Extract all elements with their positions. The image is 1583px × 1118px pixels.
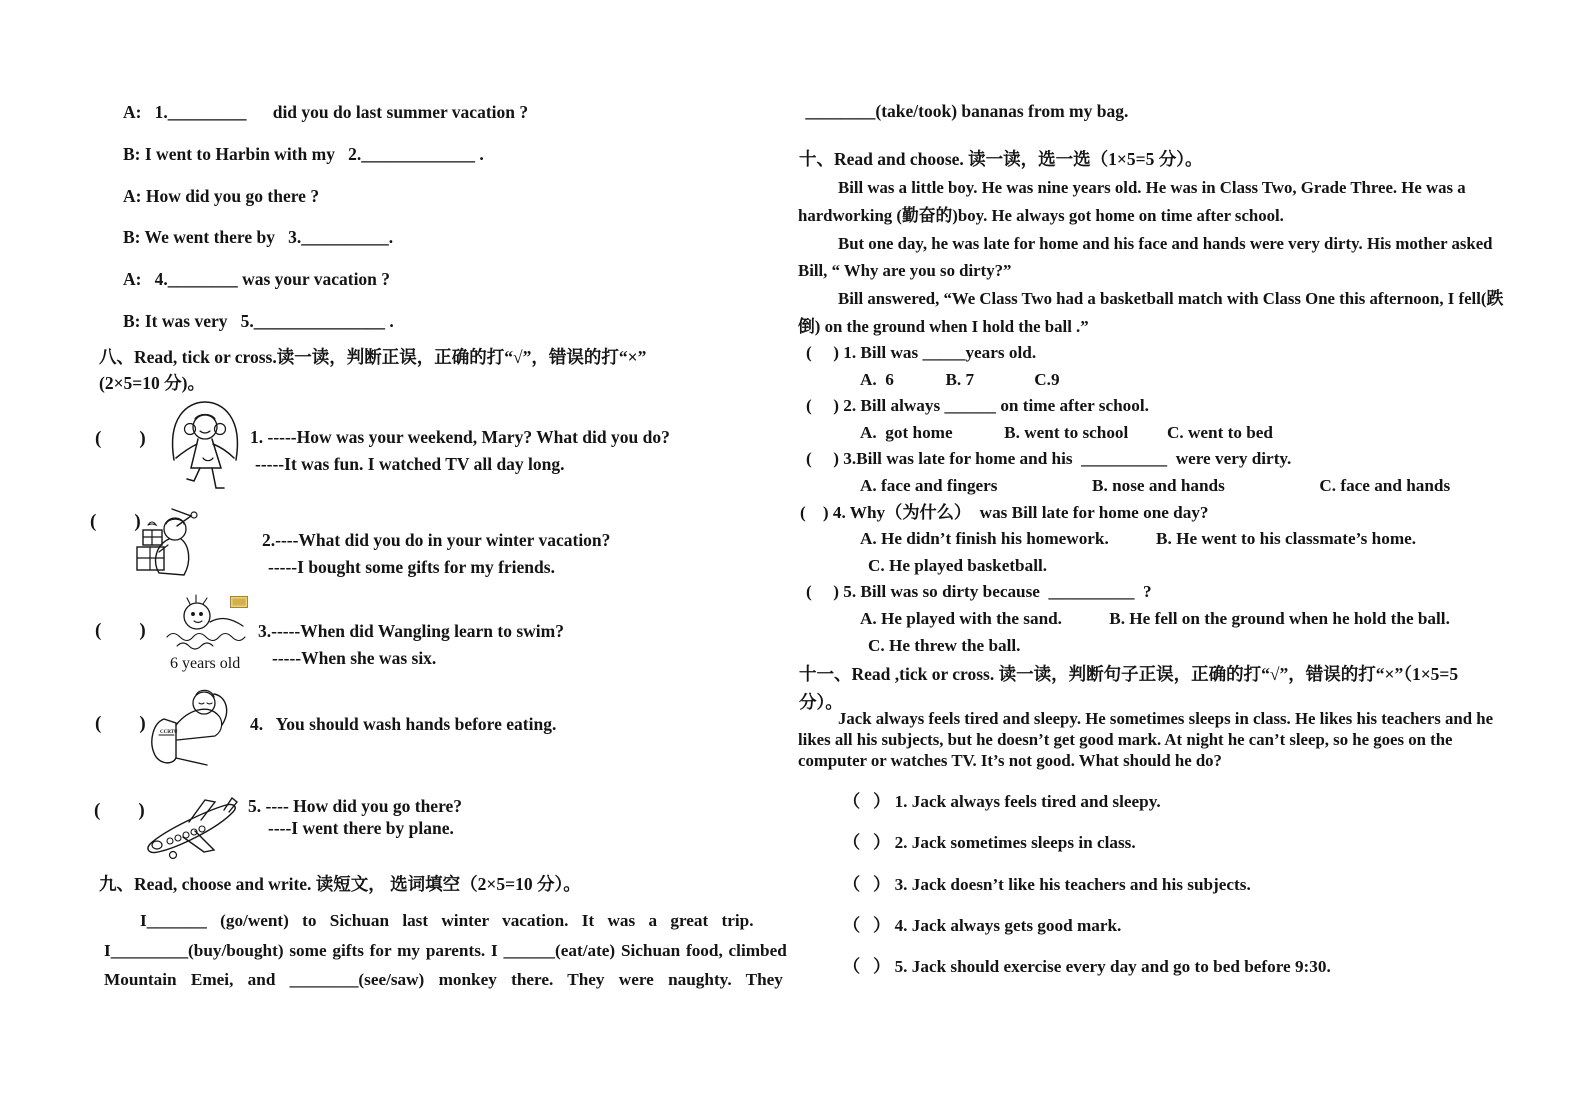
options-line: A. got home B. went to school C. went to bed [860,422,1273,442]
girl-with-gifts-illustration [132,503,214,585]
passage-line: But one day, he was late for home and his face and hands were very dirty. His mother asked [838,233,1493,253]
answer-bracket: ( ) [95,428,146,449]
image-caption: 6 years old [170,655,241,672]
airplane-illustration [142,793,240,861]
passage-line: likes all his subjects, but he doesn’t get good mark. At night he can’t sleep, so he goes on the [798,729,1453,749]
s8-item-1-text [250,424,670,478]
answer-line: ----I went there by plane. [268,817,454,838]
dialog-line-2: B: I went to Harbin with my 2._____________ . [123,143,484,164]
question-line: 1. -----How was your weekend, Mary? What did you do? [250,427,670,447]
section-11-heading [799,661,1458,716]
options-line: C. He played basketball. [868,555,1048,575]
question-line: 5. ---- How did you go there? [248,796,463,816]
answer-bracket: ( ) [95,713,146,734]
tick-cross-item: （ ） 2. Jack sometimes sleeps in class. [843,833,1136,853]
statement-line: 4. You should wash hands before eating. [250,714,557,734]
section-10-heading [799,146,1203,172]
section-10-title: 十、Read and choose. 读一读，选一选（1×5=5 分）。 [799,149,1203,169]
tick-cross-item: （ ） 5. Jack should exercise every day and go to bed before 9:30. [843,957,1331,977]
s8-item-4 [95,683,725,773]
s8-item-4-text [250,711,556,738]
s8-item-3 [95,588,725,683]
options-line: A. He didn’t finish his homework. B. He went to his classmate’s home. [860,529,1417,549]
options-line: A. 6 B. 7 C.9 [860,369,1060,389]
answer-line: -----It was fun. I watched TV all day long. [255,454,565,474]
question-line: ( ) 1. Bill was _____years old. [806,343,1037,362]
answer-bracket: ( ) [95,620,146,641]
child-sleeping-in-bed-illustration [147,683,239,770]
dialog-line-3: A: How did you go there ? [123,185,320,206]
section-8-score: (2×5=10 分)。 [99,373,205,393]
section-9-passage [104,906,787,995]
options-line: A. He played with the sand. B. He fell on the ground when he hold the ball. [860,608,1450,628]
passage-line: hardworking (勤奋的)boy. He always got home on time after school. [798,205,1284,225]
girl-skipping-rope-illustration [167,398,243,497]
section-11-passage [798,709,1493,772]
s8-item-2 [90,503,720,593]
question-line: 2.----What did you do in your winter vacation? [262,530,611,550]
passage-line: Bill, “ Why are you so dirty?” [798,261,1012,281]
section-11-items [843,781,1331,987]
dialog-line-6: B: It was very 5._______________ . [123,310,394,331]
section-10-questions [800,340,1451,659]
tick-cross-item: （ ） 3. Jack doesn’t like his teachers and his subjects. [843,874,1251,894]
answer-line: -----When she was six. [272,648,437,668]
section-10-passage [798,174,1503,341]
question-line: ( ) 4. Why（为什么） was Bill late for home one day? [800,502,1209,522]
passage-line: Bill was a little boy. He was nine years old. He was in Class Two, Grade Three. He was a [838,178,1466,197]
answer-bracket: ( ) [94,800,145,821]
section-9-heading [99,871,581,897]
question-line: ( ) 5. Bill was so dirty because __________ ? [806,582,1152,602]
passage-line: computer or watches TV. It’s not good. What should he do? [798,750,1222,770]
dialog-line-1: A: 1._________ did you do last summer vacation ? [123,102,529,122]
section-8-heading [99,344,646,396]
dialog-fill-in-section [123,92,528,343]
section-8-title: 八、Read, tick or cross.读一读，判断正误，正确的打“√”，错误的打“×” [99,347,647,367]
section-9-continuation [801,101,1128,122]
section-11-title-cont: 分）。 [799,691,843,712]
s8-item-1 [95,398,715,498]
s8-item-3-text [258,618,564,672]
s8-item-5 [94,788,724,868]
passage-line: 倒) on the ground when I hold the ball .” [798,316,1089,336]
s8-item-5-text [248,796,462,839]
question-line: ( ) 3.Bill was late for home and his __________ were very dirty. [806,449,1292,469]
passage-line: Jack always feels tired and sleepy. He sometimes sleeps in class. He likes his teachers and he [838,709,1494,728]
svg-text:CCRTU: CCRTU [160,730,178,735]
passage-line: ________(take/took) bananas from my bag. [801,101,1129,121]
options-line: C. He threw the ball. [868,635,1021,655]
question-line: 3.-----When did Wangling learn to swim? [258,621,564,641]
question-line: ( ) 2. Bill always ______ on time after school. [806,396,1149,416]
passage-line: Mountain Emei, and ________(see/saw) monkey there. They were naughty. They [104,970,783,989]
dialog-line-5: A: 4.________ was your vacation ? [123,269,391,290]
tick-cross-item: （ ） 1. Jack always feels tired and sleepy. [843,792,1161,811]
passage-line: Bill answered, “We Class Two had a basketball match with Class One this afternoon, I fell(跌 [838,289,1504,309]
section-9-title: 九、Read, choose and write. 读短文， 选词填空（2×5=10 分）。 [99,874,581,894]
s8-item-2-text [262,527,610,581]
dialog-line-4: B: We went there by 3.__________. [123,227,394,248]
answer-bracket: ( ) [90,511,141,532]
options-line: A. face and fingers B. nose and hands C. face and hands [860,475,1451,495]
section-11-title: 十一、Read ,tick or cross. 读一读，判断句子正误，正确的打“√”，错误的打“×”（1×5=5 [799,664,1459,684]
answer-line: -----I bought some gifts for my friends. [268,557,555,577]
passage-line: I_______ (go/went) to Sichuan last winter vacation. It was a great trip. [140,911,754,930]
tick-cross-item: （ ） 4. Jack always gets good mark. [843,915,1122,935]
passage-line: I_________(buy/bought) some gifts for my parents. I ______(eat/ate) Sichuan food, climbed [104,940,787,960]
girl-swimming-illustration [165,592,255,654]
